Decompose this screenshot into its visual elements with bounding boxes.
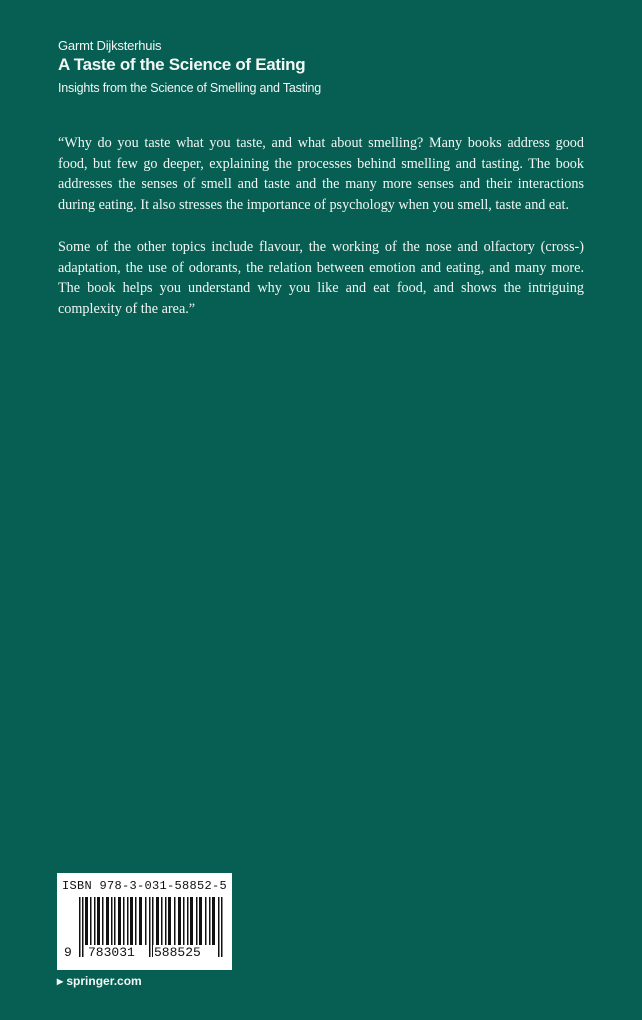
blurb-paragraph-2: Some of the other topics include flavour, the working of the nose and olfactory (cross-) adaptation, the use of odorants, the relation between emotion and eating, and many more. The book helps you understand why you like and eat food, and shows the intriguing complexity of the area.” (58, 239, 584, 317)
author-name: Garmt Dijksterhuis (58, 38, 162, 53)
isbn-label: ISBN 978-3-031-58852-5 (61, 879, 228, 893)
publisher-link[interactable]: ▸ springer.com (57, 974, 142, 988)
book-title: A Taste of the Science of Eating (58, 55, 306, 74)
barcode-digits-left: 783031 (88, 945, 135, 960)
barcode-digit-first: 9 (64, 945, 72, 960)
isbn-barcode (57, 873, 232, 970)
barcode-digits-right: 588525 (154, 945, 201, 960)
book-subtitle: Insights from the Science of Smelling and Tasting (58, 81, 322, 95)
blurb-paragraph-1: “Why do you taste what you taste, and what about smelling? Many books address good food, but few go deeper, explaining the processes behind smelling and tasting. The book addresses the senses of smell and taste and the many more senses and their interactions during eating. It also stresses the importance of psychology when you smell, taste and eat. (58, 135, 584, 213)
